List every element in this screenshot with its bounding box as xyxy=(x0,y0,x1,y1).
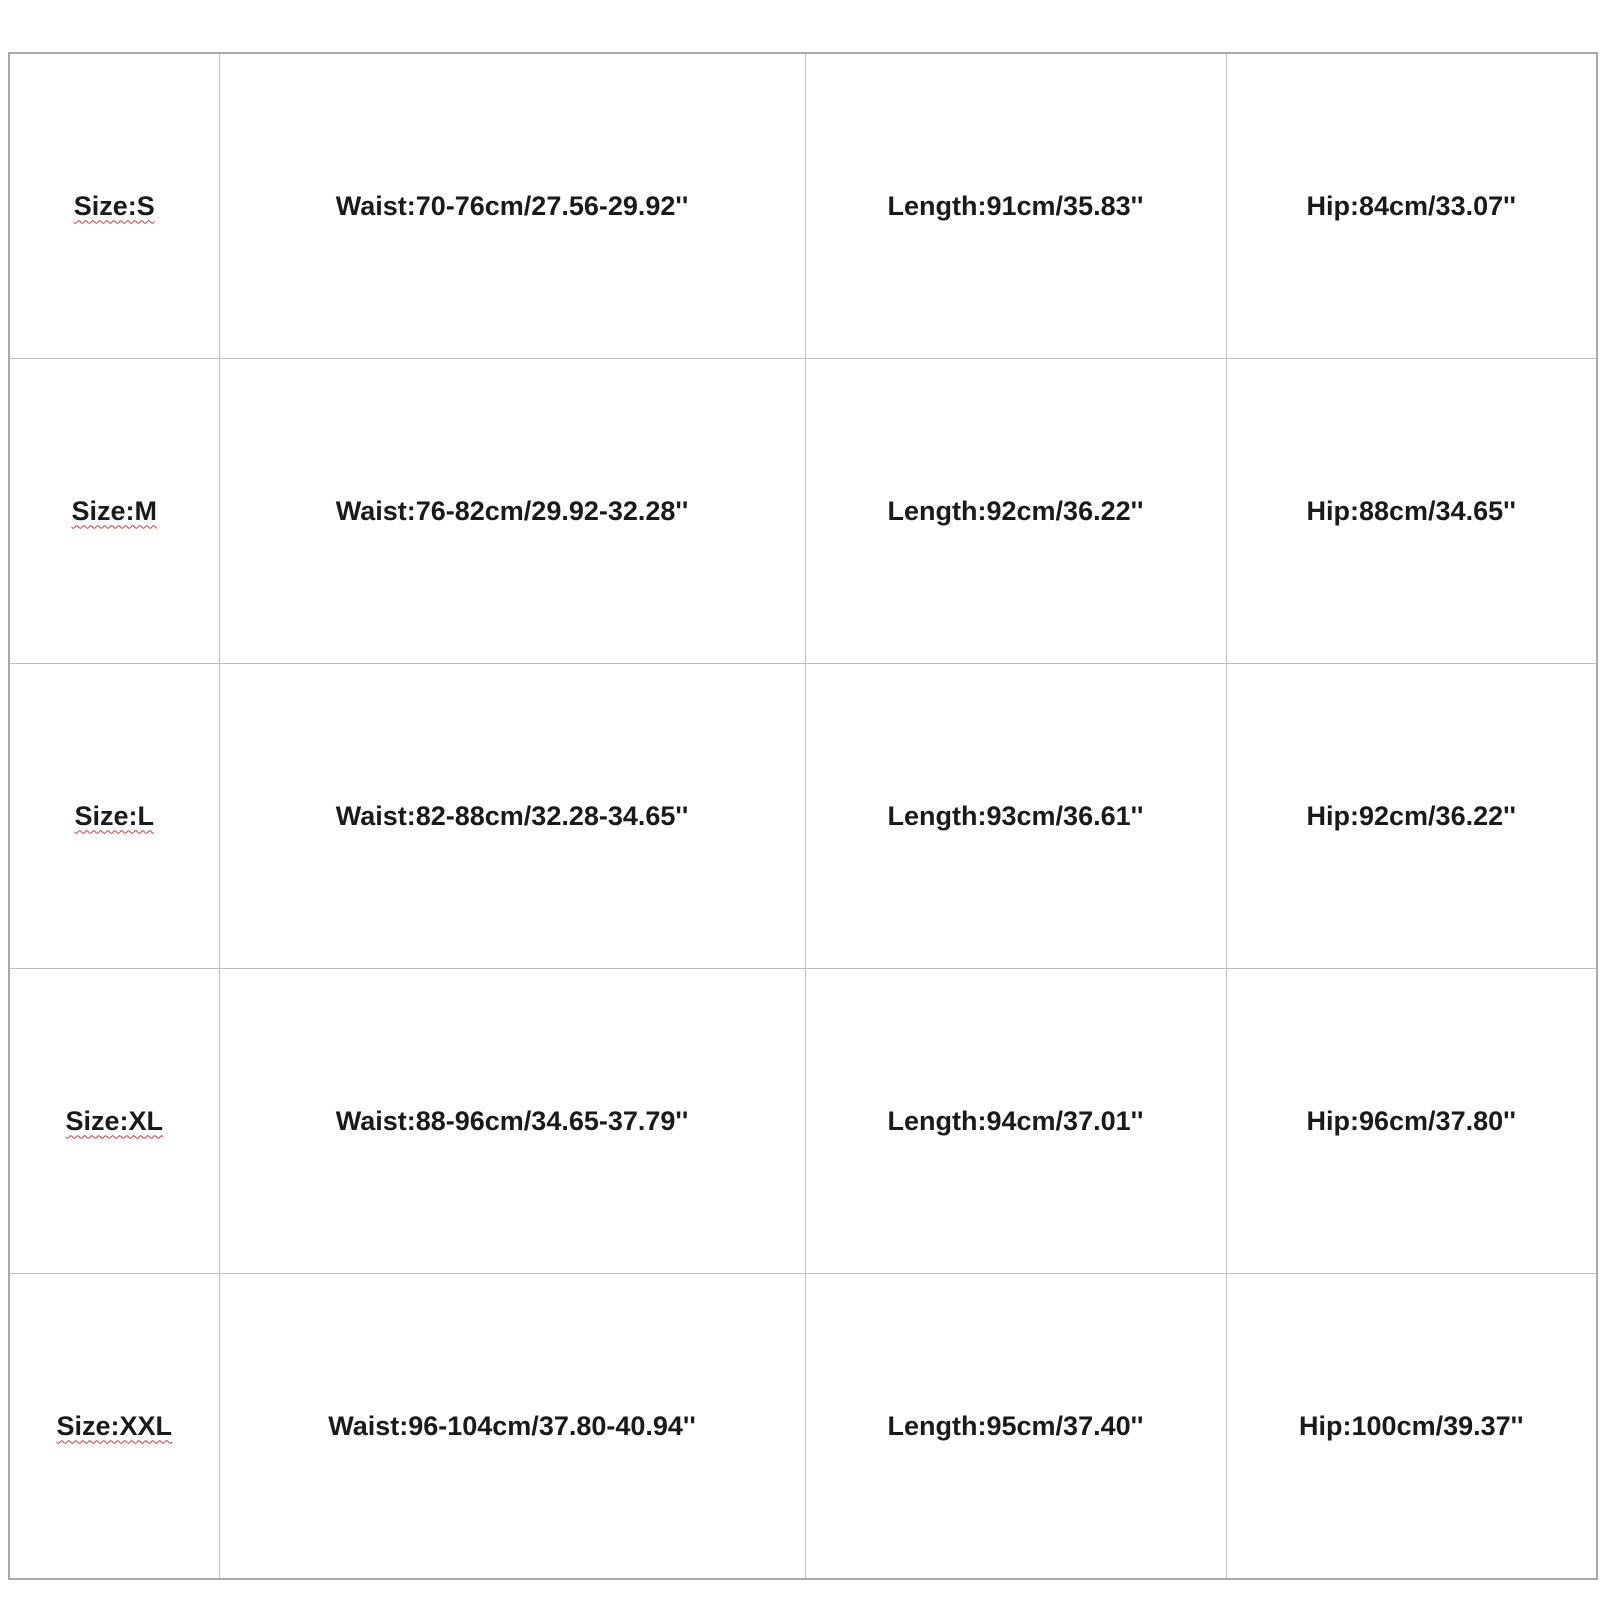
size-cell xyxy=(9,359,219,664)
length-cell: Length:95cm/37.40'' xyxy=(805,1274,1226,1580)
table-row xyxy=(9,1274,1597,1580)
size-label: Size:S xyxy=(73,190,155,221)
waist-cell: Waist:96-104cm/37.80-40.94'' xyxy=(219,1274,805,1580)
length-cell: Length:91cm/35.83'' xyxy=(805,53,1226,359)
hip-cell: Hip:92cm/36.22'' xyxy=(1226,664,1597,969)
size-label: Size:M xyxy=(71,495,157,526)
hip-cell: Hip:88cm/34.65'' xyxy=(1226,359,1597,664)
length-cell: Length:93cm/36.61'' xyxy=(805,664,1226,969)
size-cell xyxy=(9,1274,219,1580)
size-cell xyxy=(9,664,219,969)
waist-cell: Waist:70-76cm/27.56-29.92'' xyxy=(219,53,805,359)
hip-cell: Hip:96cm/37.80'' xyxy=(1226,969,1597,1274)
hip-cell: Hip:100cm/39.37'' xyxy=(1226,1274,1597,1580)
table-row xyxy=(9,664,1597,969)
size-cell xyxy=(9,969,219,1274)
length-cell: Length:94cm/37.01'' xyxy=(805,969,1226,1274)
size-label: Size:XL xyxy=(65,1105,164,1136)
size-label: Size:L xyxy=(74,800,154,831)
waist-cell: Waist:82-88cm/32.28-34.65'' xyxy=(219,664,805,969)
table-row xyxy=(9,53,1597,359)
waist-cell: Waist:76-82cm/29.92-32.28'' xyxy=(219,359,805,664)
waist-cell: Waist:88-96cm/34.65-37.79'' xyxy=(219,969,805,1274)
table-row xyxy=(9,969,1597,1274)
size-cell xyxy=(9,53,219,359)
size-chart-table xyxy=(8,52,1598,1580)
size-label: Size:XXL xyxy=(56,1410,173,1441)
table-row xyxy=(9,359,1597,664)
length-cell: Length:92cm/36.22'' xyxy=(805,359,1226,664)
hip-cell: Hip:84cm/33.07'' xyxy=(1226,53,1597,359)
